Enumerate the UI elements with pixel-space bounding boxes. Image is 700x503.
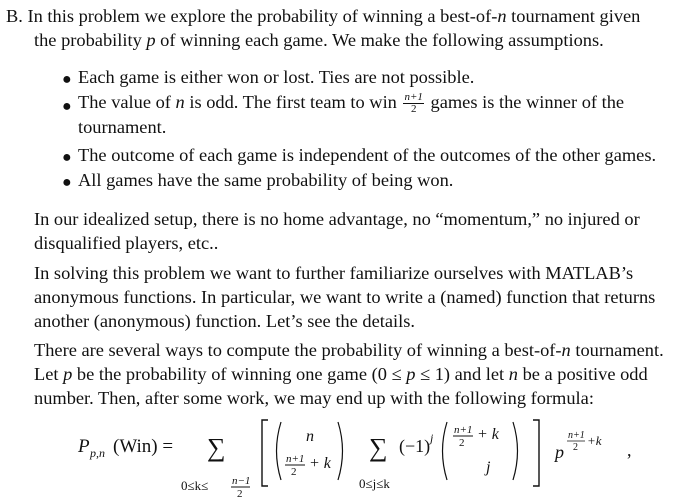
p-base: p (555, 442, 564, 462)
sum1-lower-limit: 0≤k≤ (181, 478, 209, 493)
left-paren (443, 422, 448, 480)
sum1-frac-num: n−1 (232, 475, 251, 487)
paragraph-matlab-line-2: anonymous functions. In particular, we want to write a (named) function that returns (34, 287, 656, 307)
binom1-plus-k: + k (309, 455, 331, 472)
p-exp-frac-num: n+1 (568, 430, 585, 441)
summation-sign: ∑ (207, 433, 226, 462)
paragraph-formula-line-3: number. Then, after some work, we may end up with the following formula: (34, 388, 594, 408)
sum2-lower-limit: 0≤j≤k (359, 476, 390, 491)
right-paren (338, 422, 343, 480)
problem-intro-line-1: B. In this problem we explore the probability of winning a best-of-n tournament given (6, 6, 641, 26)
left-bracket (262, 420, 268, 486)
assumption-item: The outcome of each game is independent of the outcomes of the other games. (78, 145, 657, 165)
bullet-icon: ● (62, 98, 72, 115)
problem-label: B. (6, 6, 23, 26)
binom2-frac-den: 2 (459, 437, 465, 449)
bullet-icon: ● (62, 71, 72, 88)
assumption-item: The value of n is odd. The first team to win $\frac{n+1}{2}$ games is the winner of the (78, 91, 625, 116)
lhs-subscript: p,n (90, 446, 105, 460)
lhs-p: P (78, 436, 90, 457)
bullet-icon: ● (62, 149, 72, 166)
paragraph-setup-line-2: disqualified players, etc.. (34, 233, 219, 253)
exponent-j: j (430, 431, 434, 445)
p-exp-frac-den: 2 (573, 442, 578, 453)
assumption-item: Each game is either won or lost. Ties are not possible. (78, 67, 475, 87)
paragraph-formula-line-1: There are several ways to compute the probability of winning a best-of-n tournament. (34, 340, 664, 360)
bullet-icon: ● (62, 174, 72, 191)
neg-one: (−1) (399, 436, 431, 456)
problem-intro-line-2: the probability p of winning each game. We make the following assumptions. (34, 30, 604, 50)
left-paren (277, 422, 282, 480)
binom1-frac-num: n+1 (286, 453, 305, 465)
binom2-frac-num: n+1 (454, 424, 473, 436)
paragraph-matlab-line-1: In solving this problem we want to further familiarize ourselves with MATLAB’s (34, 263, 634, 283)
right-paren (513, 422, 518, 480)
summation-sign: ∑ (369, 433, 388, 462)
probability-formula (0, 408, 700, 503)
assumption-item: All games have the same probability of being won. (78, 170, 454, 190)
sum1-frac-den: 2 (237, 488, 243, 500)
trailing-comma: , (627, 440, 632, 460)
binom2-plus-k: + k (477, 426, 499, 443)
right-bracket (533, 420, 539, 486)
binom2-bottom: j (486, 459, 491, 476)
paragraph-formula-line-2: Let p be the probability of winning one game (0 ≤ p ≤ 1) and let n be a positive odd (34, 364, 648, 384)
paragraph-setup-line-1: In our idealized setup, there is no home advantage, no “momentum,” no injured or (34, 209, 640, 229)
p-exp-plus-k: +k (587, 433, 602, 448)
binom1-top: n (306, 428, 314, 445)
paragraph-matlab-line-3: another (anonymous) function. Let’s see the details. (34, 311, 415, 331)
lhs-win: (Win) = (113, 436, 174, 457)
fraction: $\frac{n+1}{2}$ (404, 91, 423, 116)
assumption-item-continuation: tournament. (78, 117, 167, 137)
binom1-frac-den: 2 (291, 466, 297, 478)
formula-svg (0, 408, 700, 503)
